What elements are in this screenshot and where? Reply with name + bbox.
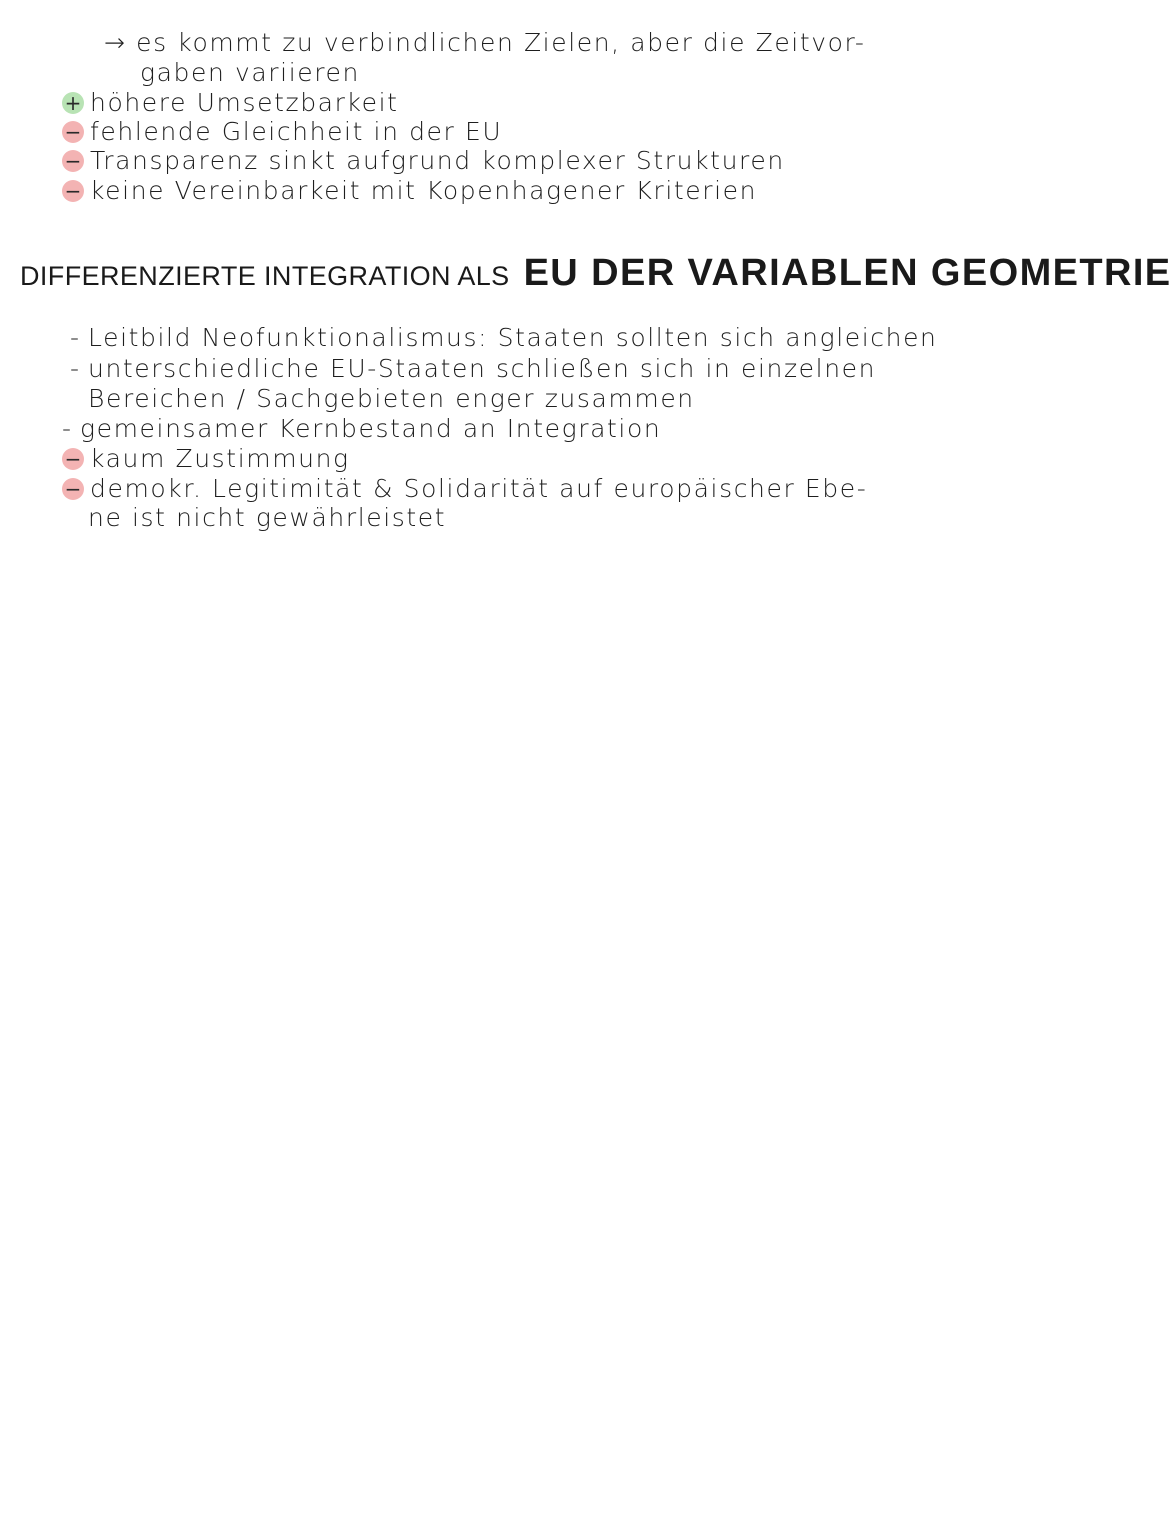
dash-bullet-icon: - bbox=[70, 323, 81, 352]
arrow-line-continued bbox=[140, 58, 360, 88]
pro-item bbox=[62, 88, 962, 118]
pro-item-text: höhere Umsetzbarkeit bbox=[90, 88, 399, 117]
dash-item-continued bbox=[88, 384, 695, 414]
arrow-line-text-1: es kommt zu verbindlichen Zielen, aber die Zeitvor- bbox=[136, 28, 866, 57]
heading-big: EU DER VARIABLEN GEOMETRIE bbox=[523, 252, 1172, 294]
contra-item-text: kaum Zustimmung bbox=[90, 444, 350, 473]
dash-item-text: Bereichen / Sachgebieten enger zusammen bbox=[88, 384, 695, 413]
contra-item bbox=[62, 474, 1062, 504]
contra-item bbox=[62, 146, 1012, 176]
contra-item-text: demokr. Legitimität & Solidarität auf europäischer Ebe- bbox=[90, 474, 868, 503]
section-heading bbox=[20, 252, 1172, 295]
contra-item bbox=[62, 444, 962, 474]
dash-item bbox=[62, 414, 1052, 444]
minus-bullet-icon: − bbox=[62, 150, 84, 172]
dash-bullet-icon: - bbox=[62, 414, 73, 443]
dash-item bbox=[70, 323, 1060, 353]
contra-item bbox=[62, 117, 962, 147]
contra-item bbox=[62, 176, 1012, 206]
dash-item-text: gemeinsamer Kernbestand an Integration bbox=[80, 414, 662, 443]
minus-bullet-icon: − bbox=[62, 448, 84, 470]
minus-bullet-icon: − bbox=[62, 478, 84, 500]
minus-bullet-icon: − bbox=[62, 180, 84, 202]
contra-item-text: keine Vereinbarkeit mit Kopenhagener Kriterien bbox=[90, 176, 758, 205]
plus-bullet-icon: + bbox=[62, 92, 84, 114]
dash-bullet-icon: - bbox=[70, 354, 81, 383]
contra-item-text: fehlende Gleichheit in der EU bbox=[90, 117, 503, 146]
dash-item-text: Leitbild Neofunktionalismus: Staaten sollten sich angleichen bbox=[88, 323, 938, 352]
dash-item-text: unterschiedliche EU-Staaten schließen sich in einzelnen bbox=[88, 354, 877, 383]
arrow-line-text-2: gaben variieren bbox=[140, 58, 360, 87]
contra-item-text: Transparenz sinkt aufgrund komplexer Strukturen bbox=[90, 146, 785, 175]
contra-item-continued bbox=[88, 503, 446, 533]
arrow-line bbox=[104, 28, 865, 58]
heading-small: DIFFERENZIERTE INTEGRATION ALS bbox=[20, 261, 510, 291]
arrow-icon: → bbox=[104, 28, 127, 57]
dash-item bbox=[70, 354, 1060, 384]
contra-item-text: ne ist nicht gewährleistet bbox=[88, 503, 447, 532]
minus-bullet-icon: − bbox=[62, 121, 84, 143]
